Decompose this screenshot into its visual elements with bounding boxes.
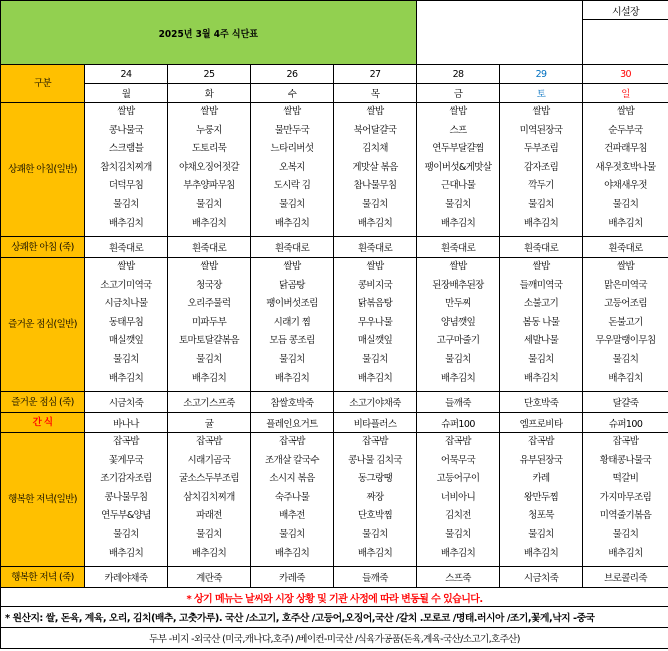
signature-box (583, 20, 668, 65)
breakfast-porridge-label: 상쾌한 아침 (죽) (1, 237, 85, 258)
menu-item: 잡곡밥 (113, 436, 139, 447)
menu-item: 시금치나물 (104, 298, 148, 310)
menu-item: 배추김치 (608, 372, 643, 384)
menu-item: 미파두부 (191, 316, 227, 328)
dinner-porridge-cell: 브로콜리죽 (583, 567, 668, 588)
menu-item: 물김치 (528, 353, 554, 365)
breakfast-porridge-cell: 흰죽대로 (334, 237, 417, 258)
weekday-cell: 월 (85, 84, 168, 103)
menu-item: 콩나물 김치국 (348, 454, 402, 466)
date-cell: 27 (334, 65, 417, 84)
menu-item: 매실깻잎 (357, 335, 393, 347)
menu-item: 도토리묵 (191, 143, 227, 155)
menu-item: 감자조림 (523, 161, 559, 173)
menu-item: 쌀밥 (283, 106, 301, 117)
date-cell: 25 (168, 65, 251, 84)
menu-item: 너비아니 (440, 491, 476, 503)
menu-item: 배추김치 (523, 547, 559, 559)
menu-item: 들깨미역국 (519, 279, 563, 291)
menu-item: 모듬 콩조림 (269, 335, 315, 347)
menu-item: 두부조림 (523, 143, 559, 155)
menu-item: 유부된장국 (519, 454, 563, 466)
menu-item: 쌀밥 (532, 106, 550, 117)
menu-item: 맑은미역국 (604, 279, 647, 291)
menu-item: 왕만두찜 (523, 491, 559, 503)
menu-item: 미역줄기볶음 (599, 510, 652, 522)
header-label: 구분 (1, 65, 85, 103)
lunch-day-cell (500, 258, 583, 392)
date-cell: 28 (417, 65, 500, 84)
menu-item: 물김치 (362, 198, 388, 210)
menu-item: 청국장 (196, 279, 222, 291)
menu-item: 스프 (449, 124, 467, 136)
menu-item: 누룽지 (196, 124, 222, 136)
menu-title-text: 2025년 3월 4주 식단표 (158, 28, 259, 40)
lunch-porridge-cell: 달걀죽 (583, 392, 668, 413)
menu-item: 배추김치 (440, 372, 476, 384)
menu-item: 물김치 (279, 528, 305, 540)
menu-item: 황태콩나물국 (599, 454, 652, 466)
menu-title (1, 1, 417, 65)
menu-item: 물김치 (445, 198, 471, 210)
menu-item: 물김치 (362, 353, 388, 365)
breakfast-porridge-cell: 흰죽대로 (583, 237, 668, 258)
menu-item: 동태무침 (108, 316, 144, 328)
dinner-porridge-cell: 카레야채죽 (85, 567, 168, 588)
menu-item: 게맛살 볶음 (352, 161, 398, 173)
dinner-day-cell (417, 433, 500, 567)
menu-item: 배추김치 (108, 372, 144, 384)
menu-item: 닭볶음탕 (357, 298, 393, 310)
menu-item: 오복지 (279, 161, 305, 173)
menu-item: 배추김치 (608, 217, 643, 229)
menu-item: 매실깻잎 (108, 335, 144, 347)
menu-item: 배추김치 (191, 372, 227, 384)
dinner-day-cell (334, 433, 417, 567)
menu-item: 배추김치 (523, 372, 559, 384)
menu-item: 잡곡밥 (612, 436, 639, 447)
menu-item: 물만두국 (274, 124, 310, 136)
menu-item: 야채오징어젓갈 (178, 161, 240, 173)
breakfast-day-cell (500, 103, 583, 237)
breakfast-porridge-cell: 흰죽대로 (500, 237, 583, 258)
menu-item: 물김치 (279, 198, 305, 210)
lunch-day-cell (583, 258, 668, 392)
menu-item: 물김치 (196, 528, 222, 540)
menu-item: 시래기곰국 (187, 454, 231, 466)
menu-item: 북어달걀국 (353, 124, 397, 136)
date-cell: 30 (583, 65, 668, 84)
note-2: * 원산지: 쌀, 돈육, 계육, 오리, 김치(배추, 고춧가루). 국산 /소고기, 호주산 /고등어,오징어,국산 /갈치 .모로코 /명태.러시아 /조기,꽃게,낙지 -중국 (1, 607, 668, 628)
dinner-porridge-cell: 시금치죽 (500, 567, 583, 588)
lunch-porridge-label: 즐거운 점심 (죽) (1, 392, 85, 413)
menu-item: 꽃게무국 (108, 454, 144, 466)
breakfast-day-cell (417, 103, 500, 237)
menu-item: 잡곡밥 (528, 436, 554, 447)
menu-item: 쌀밥 (449, 261, 467, 272)
menu-item: 물김치 (113, 528, 139, 540)
menu-item: 배추김치 (357, 372, 393, 384)
menu-item: 배추김치 (191, 547, 227, 559)
snack-cell: 비타플러스 (334, 413, 417, 433)
menu-item: 고등어구이 (436, 473, 480, 485)
weekday-cell: 토 (500, 84, 583, 103)
dinner-day-cell (500, 433, 583, 567)
menu-item: 연두부달걀찜 (432, 143, 484, 155)
lunch-porridge-cell: 소고기야채죽 (334, 392, 417, 413)
menu-item: 콩나물무침 (104, 491, 148, 503)
menu-item: 배추김치 (440, 217, 476, 229)
menu-item: 연두부&양념 (101, 510, 151, 522)
dinner-porridge-cell: 카레죽 (251, 567, 334, 588)
dinner-porridge-label: 행복한 저녁 (죽) (1, 567, 85, 588)
menu-item: 무우나물 (357, 316, 393, 328)
menu-item: 어묵무국 (440, 454, 476, 466)
menu-item: 배추김치 (357, 547, 393, 559)
menu-item: 새우젓호박나물 (595, 161, 656, 173)
menu-item: 배추김치 (440, 547, 476, 559)
menu-item: 삼치김치찌개 (183, 491, 235, 503)
menu-item: 깍두기 (528, 180, 554, 192)
snack-cell: 엠프로비타 (500, 413, 583, 433)
menu-item: 닭곰탕 (279, 279, 305, 291)
menu-item: 배추김치 (191, 217, 227, 229)
menu-item: 물김치 (362, 528, 388, 540)
menu-item: 시래기 찜 (273, 316, 311, 328)
menu-item: 팽이버섯조림 (266, 298, 318, 310)
menu-item: 참치김치찌개 (100, 161, 152, 173)
menu-item: 동그랑땡 (357, 473, 393, 485)
note-1: * 상기 메뉴는 날씨와 시장 상황 및 기관 사정에 따라 변동될 수 있습니다. (1, 588, 668, 607)
snack-cell: 슈퍼100 (583, 413, 668, 433)
snack-cell: 플레인요거트 (251, 413, 334, 433)
menu-item: 잡곡밥 (279, 436, 305, 447)
snack-cell: 슈퍼100 (417, 413, 500, 433)
menu-item: 조기감자조림 (100, 473, 152, 485)
menu-item: 김치전 (445, 510, 471, 522)
blank-header-cell (417, 1, 583, 65)
menu-item: 물김치 (612, 353, 639, 365)
menu-item: 쌀밥 (366, 261, 384, 272)
breakfast-day-cell (85, 103, 168, 237)
menu-item: 배추김치 (274, 372, 310, 384)
menu-item: 건파래무침 (604, 143, 647, 155)
menu-item: 가지마무조림 (599, 491, 652, 503)
lunch-day-cell (85, 258, 168, 392)
menu-item: 카레 (532, 473, 550, 485)
menu-item: 콩비지국 (357, 279, 393, 291)
menu-item: 물김치 (196, 353, 222, 365)
menu-item: 더덕무침 (108, 180, 144, 192)
menu-item: 짜장 (366, 491, 384, 503)
menu-item: 잡곡밥 (196, 436, 222, 447)
menu-item: 쌀밥 (449, 106, 467, 117)
menu-item: 쌀밥 (366, 106, 384, 117)
menu-item: 배추김치 (608, 547, 643, 559)
menu-item: 소시지 볶음 (269, 473, 315, 485)
menu-item: 느타리버섯 (270, 143, 314, 155)
dinner-porridge-cell: 스프죽 (417, 567, 500, 588)
menu-item: 물김치 (612, 528, 639, 540)
menu-item: 물김치 (113, 198, 139, 210)
lunch-porridge-cell: 참쌀호박죽 (251, 392, 334, 413)
breakfast-day-cell (583, 103, 668, 237)
menu-item: 물김치 (528, 198, 554, 210)
menu-item: 배추김치 (108, 217, 144, 229)
menu-item: 배추김치 (108, 547, 144, 559)
menu-item: 물김치 (528, 528, 554, 540)
menu-item: 단호박찜 (357, 510, 393, 522)
date-cell: 29 (500, 65, 583, 84)
menu-item: 잡곡밥 (362, 436, 388, 447)
weekday-cell: 금 (417, 84, 500, 103)
dinner-day-cell (251, 433, 334, 567)
lunch-day-cell (251, 258, 334, 392)
breakfast-day-cell (168, 103, 251, 237)
menu-item: 미역된장국 (519, 124, 563, 136)
menu-item: 물김치 (196, 198, 222, 210)
menu-item: 봄동 나물 (522, 316, 560, 328)
lunch-porridge-cell: 시금치죽 (85, 392, 168, 413)
date-cell: 24 (85, 65, 168, 84)
weekday-cell: 화 (168, 84, 251, 103)
menu-item: 쌀밥 (200, 261, 218, 272)
breakfast-day-cell (334, 103, 417, 237)
menu-item: 부추양파무침 (183, 180, 235, 192)
lunch-day-cell (417, 258, 500, 392)
menu-item: 고구마줄기 (436, 335, 480, 347)
weekday-cell: 일 (583, 84, 668, 103)
breakfast-porridge-cell: 흰죽대로 (417, 237, 500, 258)
menu-item: 돈불고기 (608, 316, 643, 328)
note-3: 두부 -비지 -외국산 (미국,캐나다,호주) /베이컨-미국산 /식육가공품(돈육,계육-국산/소고기,호주산) (1, 628, 668, 649)
signature-label: 시설장 (583, 1, 668, 20)
snack-cell: 바나나 (85, 413, 168, 433)
menu-item: 물김치 (612, 198, 639, 210)
menu-item: 참나물무침 (353, 180, 397, 192)
dinner-label: 행복한 저녁(일반) (1, 433, 85, 567)
lunch-porridge-cell: 소고기스프죽 (168, 392, 251, 413)
menu-item: 고등어조림 (604, 298, 647, 310)
weekday-cell: 목 (334, 84, 417, 103)
snack-label: 간 식 (1, 413, 85, 433)
menu-item: 물김치 (445, 353, 471, 365)
menu-item: 소불고기 (523, 298, 559, 310)
menu-item: 쌀밥 (117, 261, 135, 272)
menu-item: 쌀밥 (283, 261, 301, 272)
menu-item: 물김치 (445, 528, 471, 540)
lunch-day-cell (168, 258, 251, 392)
menu-item: 김치채 (362, 143, 388, 155)
menu-item: 굴소스두부조림 (178, 473, 240, 485)
menu-item: 물김치 (279, 353, 305, 365)
menu-item: 숙주나물 (274, 491, 310, 503)
menu-item: 스크램블 (108, 143, 144, 155)
menu-item: 된장배추된장 (432, 279, 484, 291)
dinner-day-cell (85, 433, 168, 567)
menu-item: 만두찌 (445, 298, 471, 310)
menu-item: 배추김치 (523, 217, 559, 229)
breakfast-label: 상쾌한 아침(일반) (1, 103, 85, 237)
menu-item: 오리주물럭 (187, 298, 231, 310)
weekday-cell: 수 (251, 84, 334, 103)
lunch-day-cell (334, 258, 417, 392)
breakfast-porridge-cell: 흰죽대로 (168, 237, 251, 258)
menu-item: 토마토달걀볶음 (178, 335, 240, 347)
menu-item: 배추김치 (357, 217, 393, 229)
menu-item: 근대나물 (440, 180, 476, 192)
lunch-porridge-cell: 들깨죽 (417, 392, 500, 413)
menu-item: 배추전 (279, 510, 305, 522)
menu-item: 청포묵 (528, 510, 554, 522)
menu-item: 조개살 칼국수 (265, 454, 319, 466)
lunch-label: 즐거운 점심(일반) (1, 258, 85, 392)
menu-item: 쌀밥 (200, 106, 218, 117)
menu-item: 양념깻잎 (440, 316, 476, 328)
dinner-day-cell (168, 433, 251, 567)
menu-item: 무우말랭이무침 (595, 335, 656, 347)
menu-item: 쌀밥 (616, 106, 635, 117)
lunch-porridge-cell: 단호박죽 (500, 392, 583, 413)
date-cell: 26 (251, 65, 334, 84)
breakfast-porridge-cell: 흰죽대로 (251, 237, 334, 258)
menu-item: 물김치 (113, 353, 139, 365)
breakfast-day-cell (251, 103, 334, 237)
dinner-day-cell (583, 433, 668, 567)
menu-item: 도시락 김 (273, 180, 311, 192)
menu-item: 팽이버섯&게맛살 (424, 161, 492, 173)
menu-item: 파래전 (196, 510, 222, 522)
menu-item: 세발나물 (523, 335, 559, 347)
menu-item: 야채새우젓 (604, 180, 647, 192)
menu-item: 콩나물국 (108, 124, 144, 136)
menu-item: 쌀밥 (532, 261, 550, 272)
menu-item: 배추김치 (274, 547, 310, 559)
menu-item: 쌀밥 (616, 261, 635, 272)
menu-item: 배추김치 (274, 217, 310, 229)
menu-item: 순두부국 (608, 124, 643, 136)
dinner-porridge-cell: 들깨죽 (334, 567, 417, 588)
dinner-porridge-cell: 계란죽 (168, 567, 251, 588)
menu-item: 잡곡밥 (445, 436, 471, 447)
breakfast-porridge-cell: 흰죽대로 (85, 237, 168, 258)
menu-item: 쌀밥 (117, 106, 135, 117)
menu-item: 떡갈비 (612, 473, 639, 485)
menu-item: 소고기미역국 (100, 279, 152, 291)
snack-cell: 귤 (168, 413, 251, 433)
